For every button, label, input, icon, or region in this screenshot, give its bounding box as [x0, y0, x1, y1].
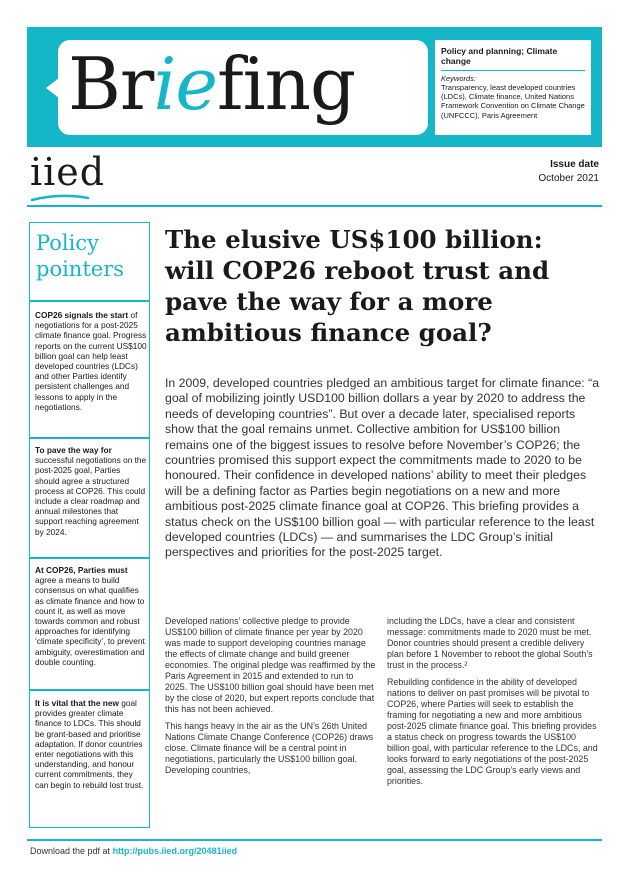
body-paragraph: Rebuilding confidence in the ability of developed nations to deliver on past promises will be pivotal to COP26, where Parties will seek to establish the framing for negotiating a new and more ambitious post-2025 climate finance goal. This briefing provides a status check on progress towards the US$100 billion goal, with particular reference to the LDCs, and looks forward to early negotiations of the post-2025 goal, assessing the LDC Group’s early views and priorities.: [387, 677, 598, 786]
body-paragraph: including the LDCs, have a clear and consistent message: commitments made to 2020 must be met. Donor countries should present a credible delivery plan before 1 November to reboot the global South’s trust in the process.²: [387, 616, 593, 670]
logo-swoosh-icon: [30, 193, 90, 203]
sidebar-divider: [30, 437, 149, 439]
policy-pointer-3: At COP26, Parties must agree a means to build consensus on what qualifies as climate finance and how to count it, as well as move towards common and robust approaches for identifying ‘climate specificity’, to prevent ambiguity, overestimation and double counting.: [35, 565, 145, 667]
issue-date: October 2021: [538, 173, 599, 184]
briefing-title: Briefing: [68, 42, 356, 126]
footer-divider: [27, 839, 602, 841]
keywords: Transparency, least developed countries (LDCs), Climate finance, United Nations Framework Convention on Climate Change (UNFCCC), Paris Agreement: [441, 83, 585, 120]
issue-date-label: Issue date: [550, 159, 599, 170]
intro-paragraph: In 2009, developed countries pledged an ambitious target for climate finance: “a goal of mobilizing jointly USD100 billion dollars a year by 2020 to address the needs of developing countries”. But over a decade later, specialised reports show that the goal remains unmet. Collective ambition for US$100 billion remains one of the biggest issues to resolve before November’s COP26; the countries promised this support expect the commitments made to 2020 to be honoured. Their confidence in developed nations’ ability to meet their pledges will be a defining factor as Parties begin negotiations on a new and more ambitious post-2025 climate finance goal at COP26. This briefing provides a status check on the US$100 billion goal — with particular reference to the least developed countries (LDCs) — and summarises the LDC Group’s initial perspectives and priorities for the post-2025 target.: [165, 376, 600, 560]
iied-logo: iied: [30, 150, 106, 194]
body-paragraph: Developed nations’ collective pledge to provide US$100 billion of climate finance per year by 2020 was made to support developing countries manage the effects of climate change and build greener economies. The original pledge was reaffirmed by the Paris Agreement in 2015 and extended to run to 2025. The US$100 billion goal should have been met by the close of 2020, but expert reports conclude that this has not been achieved.: [165, 616, 376, 714]
header-divider: [27, 205, 602, 207]
topics-divider: [441, 70, 585, 71]
sidebar-divider: [30, 300, 149, 302]
footer-text: Download the pdf at: [30, 846, 113, 856]
topics: Policy and planning; Climate change: [441, 46, 558, 66]
sidebar-divider: [30, 557, 149, 559]
policy-pointer-4: It is vital that the new goal provides greater climate finance to LDCs. This should be grant-based and prioritise adaptation. If donor countries enter negotiations with this understanding, and honour current commitments, they can begin to rebuild lost trust.: [35, 698, 144, 790]
body-paragraph: This hangs heavy in the air as the UN’s 26th United Nations Climate Change Conference (COP26) draws close. Climate finance will be a central point in negotiations, particularly the US$100 billion goal. Developing countries,: [165, 721, 374, 775]
keywords-label: Keywords:: [441, 74, 477, 83]
body-column-2: [387, 616, 599, 793]
policy-pointer-2: To pave the way for successful negotiations on the post-2025 goal, Parties should agree a structured process at COP26. This could include a clear roadmap and annual milestones that support reaching agreement by 2024.: [35, 445, 147, 537]
policy-pointer-1: COP26 signals the start of negotiations for a post-2025 climate finance goal. Progress reports on the current US$100 billion goal can help least developed countries (LDCs) and other Parties identify persistent challenges and lessons to apply in the negotiations.: [35, 310, 147, 412]
page-headline: The elusive US$100 billion: will COP26 reboot trust and pave the way for a more ambitious finance goal?: [165, 225, 550, 347]
sidebar-divider: [30, 689, 149, 691]
body-column-1: [165, 616, 377, 782]
footer: [30, 846, 237, 856]
pdf-download-link[interactable]: http://pubs.iied.org/20481iied: [112, 846, 238, 856]
topics-box: [435, 40, 591, 135]
policy-pointers-title: Policy pointers: [36, 231, 125, 281]
